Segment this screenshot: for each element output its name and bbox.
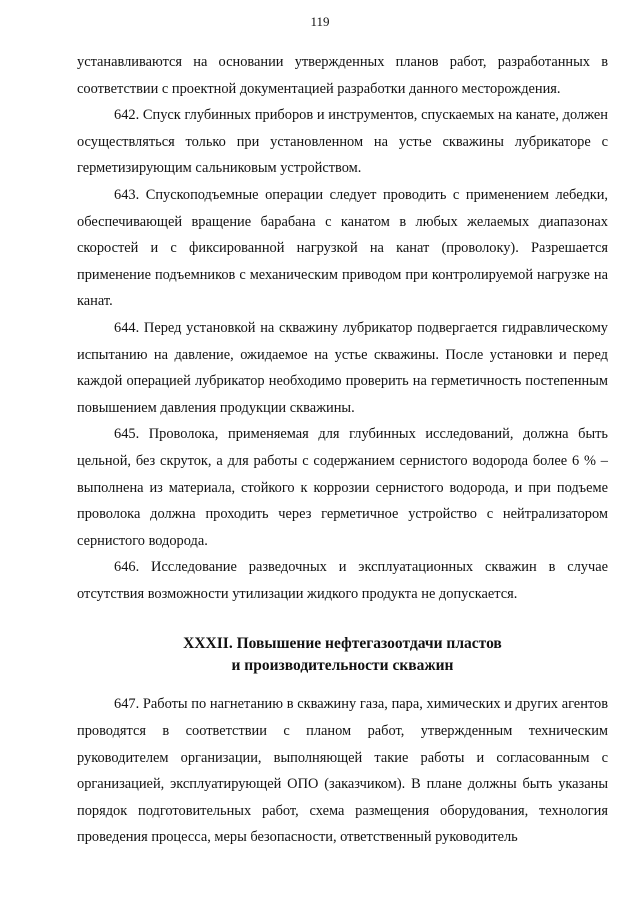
document-body [77,49,608,851]
section-heading [77,633,608,677]
paragraph-643: 643. Спускоподъемные операции следует проводить с применением лебедки, обеспечивающей вращение барабана с канатом в любых желаемых диапазонах скоростей и с фиксированной нагрузкой на канат (проволоку). Разрешается применение подъемников с механическим приводом при контролируемой нагрузке на канат. [77,186,608,310]
page-number: 119 [310,14,330,29]
paragraph-645: 645. Проволока, применяемая для глубинных исследований, должна быть цельной, без скруток, а для работы с содержанием сернистого водорода более 6 % – выполнена из материала, стойкого к коррозии сернистого водорода, и при подъеме проволока должна проходить через герметичное устройство с нейтрализатором сернистого водорода. [77,426,608,549]
paragraph-continuation: устанавливаются на основании утвержденных планов работ, разработанных в соответствии с проектной документацией разработки данного месторождения. [77,54,608,97]
paragraph-642: 642. Спуск глубинных приборов и инструментов, спускаемых на канате, должен осуществляться только при установленном на устье скважины лубрикаторе с герметизирующим сальниковым устройством. [77,107,608,177]
section-heading-line-2: и производительности скважин [231,657,454,675]
paragraph-647: 647. Работы по нагнетанию в скважину газа, пара, химических и других агентов проводятся в соответствии с планом работ, утвержденным техническим руководителем организации, выполняющей такие работы и согласованным с организацией, эксплуатирующей ОПО (заказчиком). В плане должны быть указаны порядок подготовительных работ, схема размещения оборудования, технология проведения процесса, меры безопасности, ответственный руководитель [77,696,608,846]
paragraph-644: 644. Перед установкой на скважину лубрикатор подвергается гидравлическому испытанию на давление, ожидаемое на устье скважины. После установки и перед каждой операцией лубрикатор необходимо проверить на герметичность постепенным повышением давления продукции скважины. [77,319,608,416]
section-heading-line-1: XXXII. Повышение нефтегазоотдачи пластов [183,635,502,653]
paragraph-646: 646. Исследование разведочных и эксплуатационных скважин в случае отсутствия возможности утилизации жидкого продукта не допускается. [77,559,608,602]
